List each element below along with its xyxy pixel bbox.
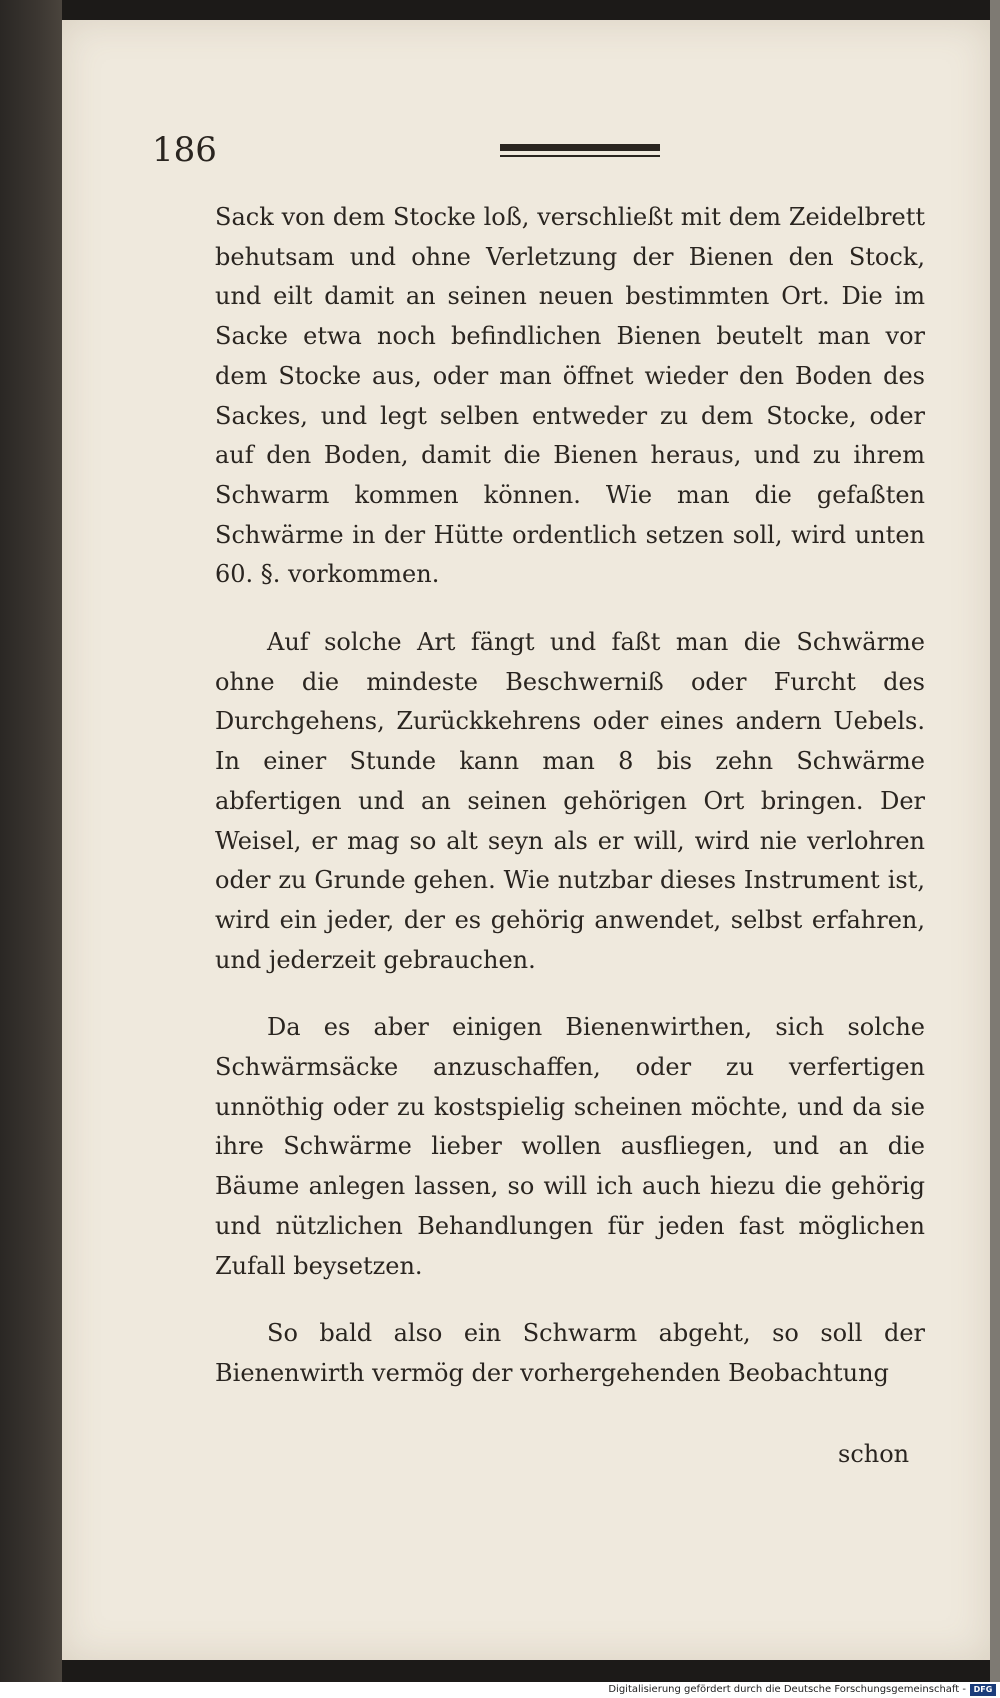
- book-binding-edge: [0, 0, 62, 1698]
- catchword: schon: [838, 1440, 910, 1468]
- paragraph: Auf solche Art fängt und faßt man die Schwärme ohne die mindeste Beschwerniß oder Furcht des Durchgehens, Zurückkehrens oder eines andern Uebels. In einer Stunde kann man 8 bis zehn Schwärme abfertigen und an seinen gehörigen Ort bringen. Der Weisel, er mag so alt seyn als er will, wird nie verlohren oder zu Grunde gehen. Wie nutzbar dieses Instrument ist, wird ein jeder, der es gehörig anwendet, selbst erfahren, und jederzeit gebrauchen.: [215, 628, 925, 974]
- scan-border: [990, 0, 1000, 1698]
- paragraph: Da es aber einigen Bienenwirthen, sich solche Schwärmsäcke anzuschaffen, oder zu verfertigen unnöthig oder zu kostspielig scheinen möchte, und da sie ihre Schwärme lieber wollen ausfliegen, und an die Bäume anlegen lassen, so will ich auch hiezu die gehörig und nützlichen Behandlungen für jeden fast möglichen Zufall beysetzen.: [215, 1013, 925, 1280]
- dfg-logo: DFG: [970, 1684, 996, 1696]
- digitization-credit: Digitalisierung gefördert durch die Deutsche Forschungsgemeinschaft -: [608, 1684, 966, 1695]
- page-body-text: [215, 198, 925, 1422]
- paragraph: Sack von dem Stocke loß, verschließt mit dem Zeidelbrett behutsam und ohne Verletzung der Bienen den Stock, und eilt damit an seinen neuen bestimmten Ort. Die im Sacke etwa noch befindlichen Bienen beutelt man vor dem Stocke aus, oder man öffnet wieder den Boden des Sackes, und legt selben entweder zu dem Stocke, oder auf den Boden, damit die Bienen heraus, und zu ihrem Schwarm kommen können. Wie man die gefaßten Schwärme in der Hütte ordentlich setzen soll, wird unten 60. §. vorkommen.: [215, 203, 925, 589]
- paragraph: So bald also ein Schwarm abgeht, so soll der Bienenwirth vermög der vorhergehenden Beobachtung: [215, 1319, 925, 1387]
- header-rule-thick: [500, 144, 660, 151]
- header-rule-thin: [500, 155, 660, 157]
- page-number: 186: [152, 130, 217, 170]
- header-ornament-rule: [500, 144, 660, 164]
